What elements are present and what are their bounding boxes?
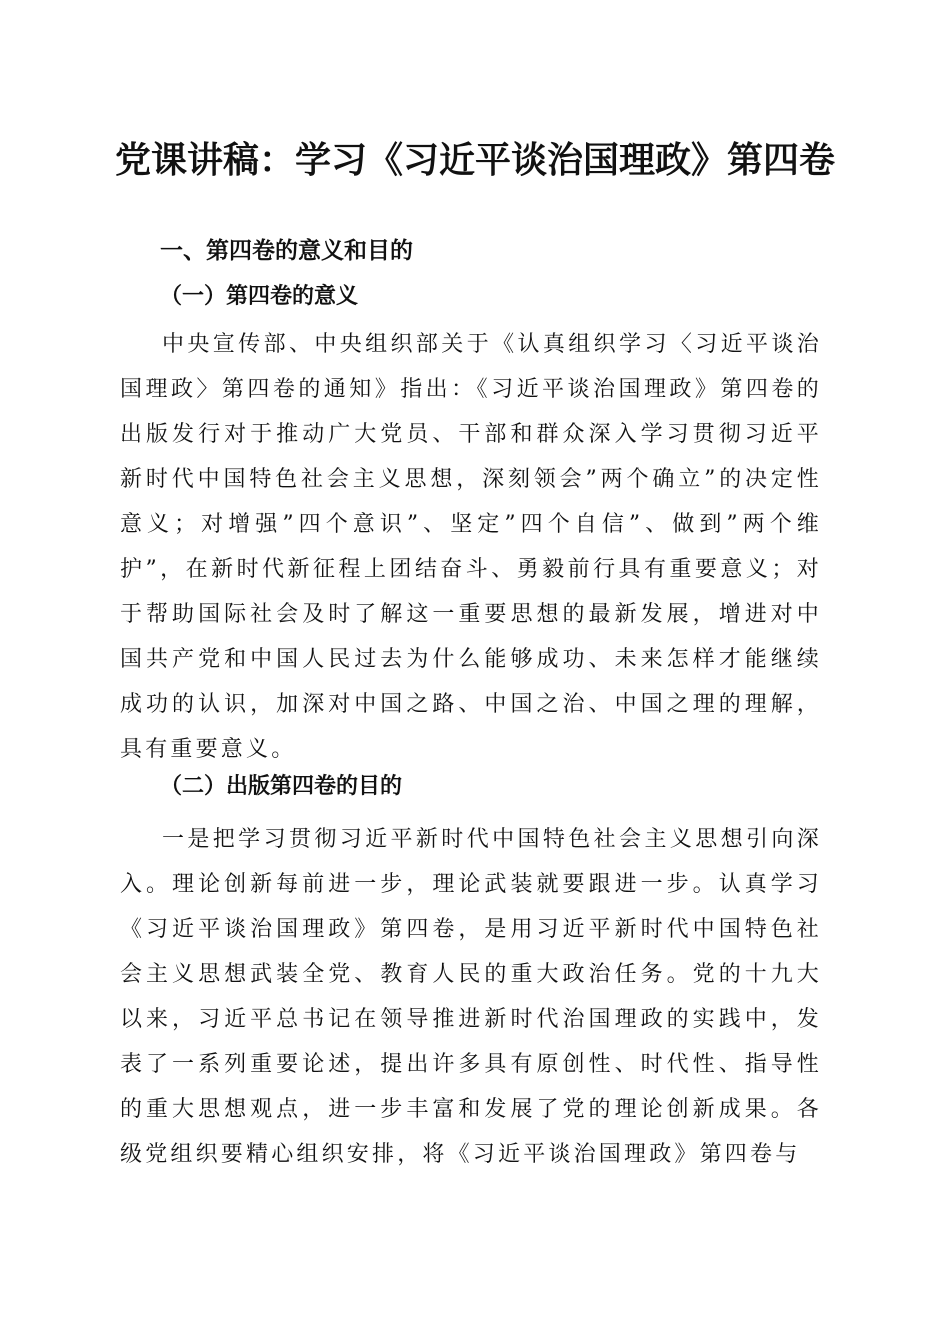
document-title: 党课讲稿：学习《习近平谈治国理政》第四卷 <box>114 139 835 181</box>
section-heading-1: 一、第四卷的意义和目的 <box>160 238 413 264</box>
paragraph-significance: 中央宣传部、中央组织部关于《认真组织学习〈习近平谈治国理政〉第四卷的通知》指出：《习近平谈治国理政》第四卷的出版发行对于推动广大党员、干部和群众深入学习贯彻习近平新时代中国特色社会主义思想，深刻领会”两个确立”的决定性意义；对增强”四个意识”、坚定”四个自信”、做到”两个维护”，在新时代新征程上团结奋斗、勇毅前行具有重要意义；对于帮助国际社会及时了解这一重要思想的最新发展，增进对中国共产党和中国人民过去为什么能够成功、未来怎样才能继续成功的认识，加深对中国之路、中国之治、中国之理的理解，具有重要意义。 <box>120 332 822 762</box>
subsection-heading-2: （二）出版第四卷的目的 <box>160 774 403 799</box>
paragraph-purpose: 一是把学习贯彻习近平新时代中国特色社会主义思想引向深入。理论创新每前进一步，理论武装就要跟进一步。认真学习《习近平谈治国理政》第四卷，是用习近平新时代中国特色社会主义思想武装全党、教育人民的重大政治任务。党的十九大以来，习近平总书记在领导推进新时代治国理政的实践中，发表了一系列重要论述，提出许多具有原创性、时代性、指导性的重大思想观点，进一步丰富和发展了党的理论创新成果。各级党组织要精心组织安排，将《习近平谈治国理政》第四卷与 <box>120 827 822 1167</box>
subsection-heading-1: （一）第四卷的意义 <box>160 284 359 309</box>
